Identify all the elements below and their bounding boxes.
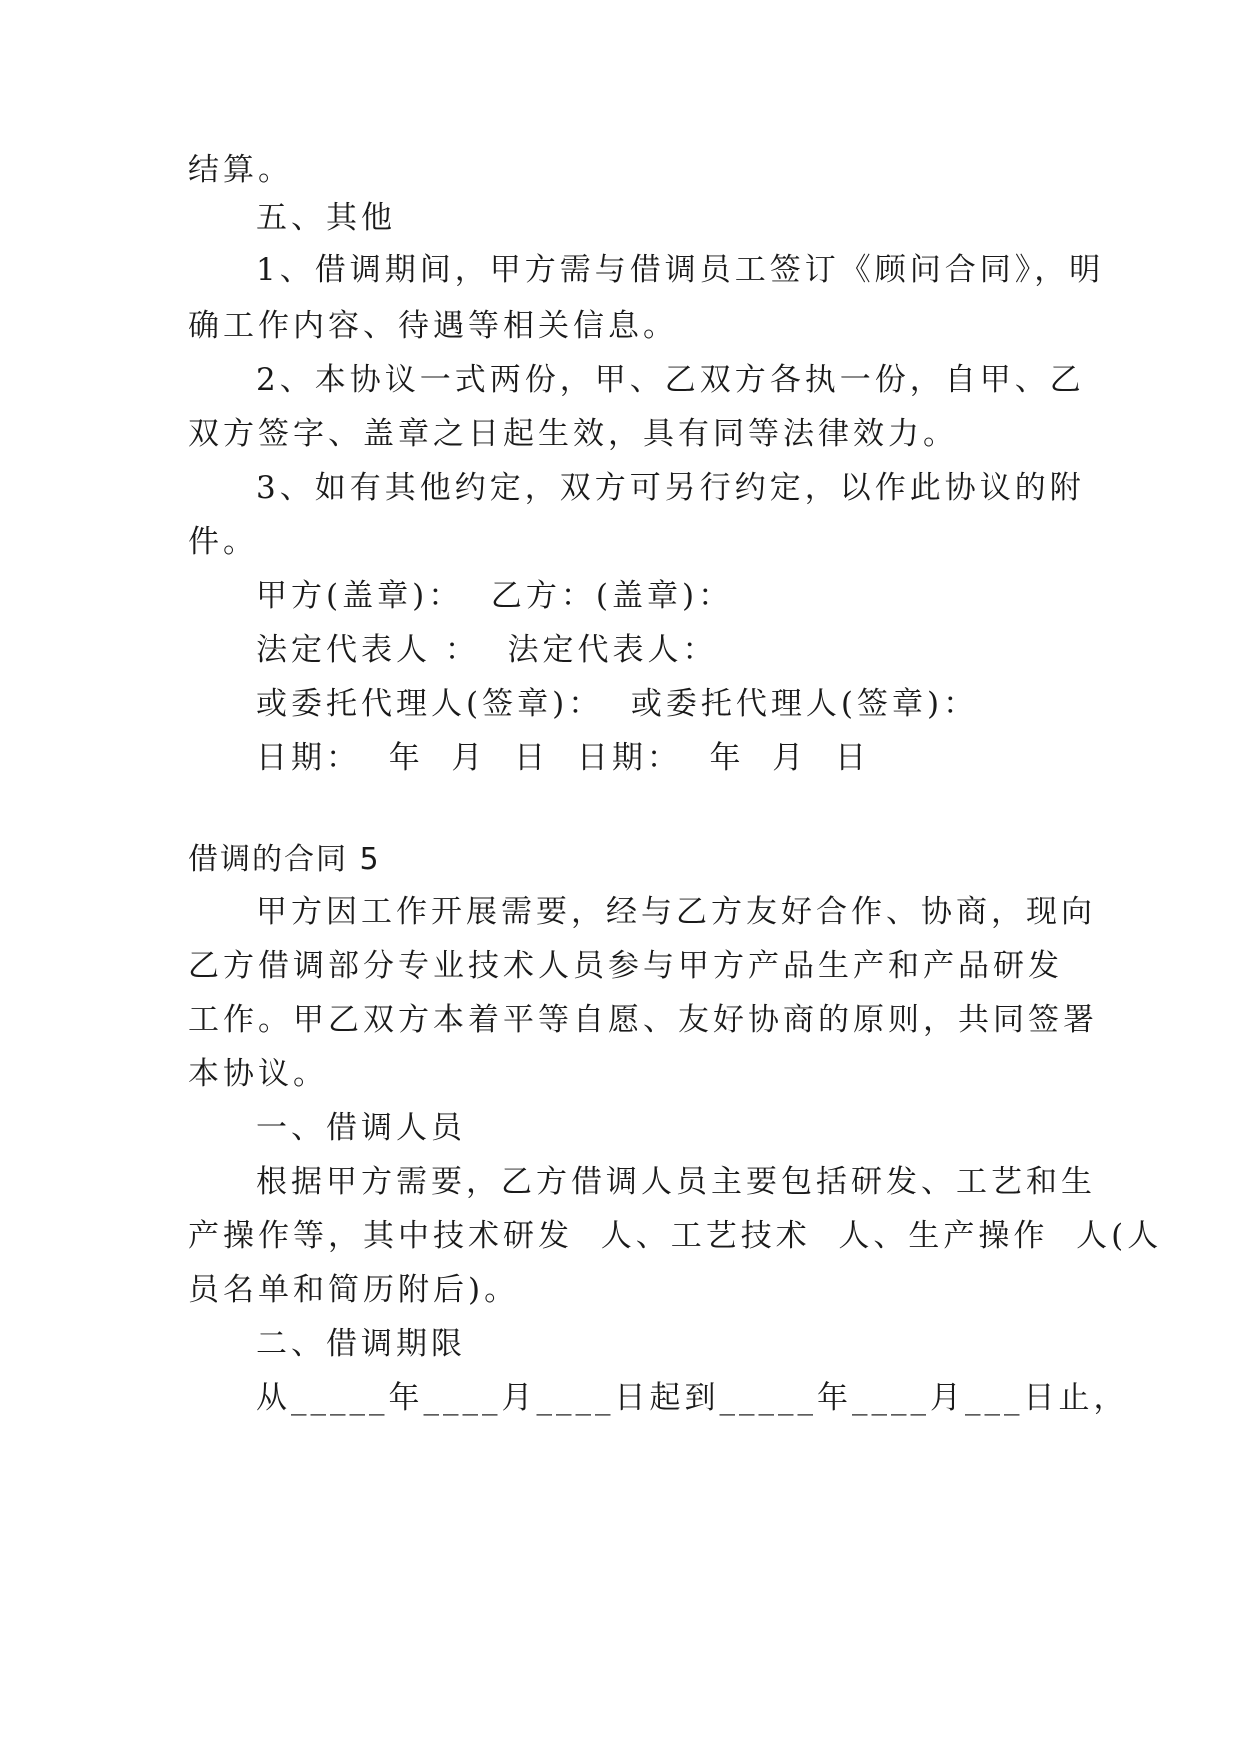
signature-party-line: 甲方(盖章)： 乙方：(盖章)：: [256, 578, 734, 614]
section-heading-personnel: 一、借调人员: [256, 1110, 466, 1146]
paragraph-line: 工作。甲乙双方本着平等自愿、友好协商的原则，共同签署: [188, 1002, 1098, 1038]
paragraph-line: 甲方因工作开展需要，经与乙方友好合作、协商，现向: [256, 894, 1096, 930]
signature-representative-line: 法定代表人 ： 法定代表人：: [256, 632, 718, 668]
paragraph-line: 员名单和简历附后)。: [188, 1272, 520, 1308]
paragraph-line: 确工作内容、待遇等相关信息。: [188, 308, 678, 344]
signature-agent-line: 或委托代理人(签章)： 或委托代理人(签章)：: [256, 686, 979, 722]
paragraph-line: 1、借调期间，甲方需与借调员工签订《顾问合同》，明: [256, 252, 1105, 288]
paragraph-line: 件。: [188, 524, 258, 560]
paragraph-line: 3、如有其他约定，双方可另行约定，以作此协议的附: [256, 470, 1085, 506]
paragraph-line: 乙方借调部分专业技术人员参与甲方产品生产和产品研发: [188, 948, 1063, 984]
section-heading-term: 二、借调期限: [256, 1326, 466, 1362]
paragraph-line: 本协议。: [188, 1056, 328, 1092]
paragraph-line: 结算。: [188, 152, 293, 188]
paragraph-line: 根据甲方需要，乙方借调人员主要包括研发、工艺和生: [256, 1164, 1096, 1200]
paragraph-line-dates: 从_____年____月____日起到_____年____月___日止，: [256, 1380, 1129, 1416]
paragraph-line: 产操作等，其中技术研发 人、工艺技术 人、生产操作 人(人: [188, 1218, 1163, 1254]
signature-date-line: 日期： 年 月 日 日期： 年 月 日: [256, 740, 870, 776]
contract-title: 借调的合同 5: [188, 842, 381, 877]
section-heading-others: 五、其他: [256, 200, 396, 236]
paragraph-line: 2、本协议一式两份，甲、乙双方各执一份，自甲、乙: [256, 362, 1085, 398]
paragraph-line: 双方签字、盖章之日起生效，具有同等法律效力。: [188, 416, 958, 452]
